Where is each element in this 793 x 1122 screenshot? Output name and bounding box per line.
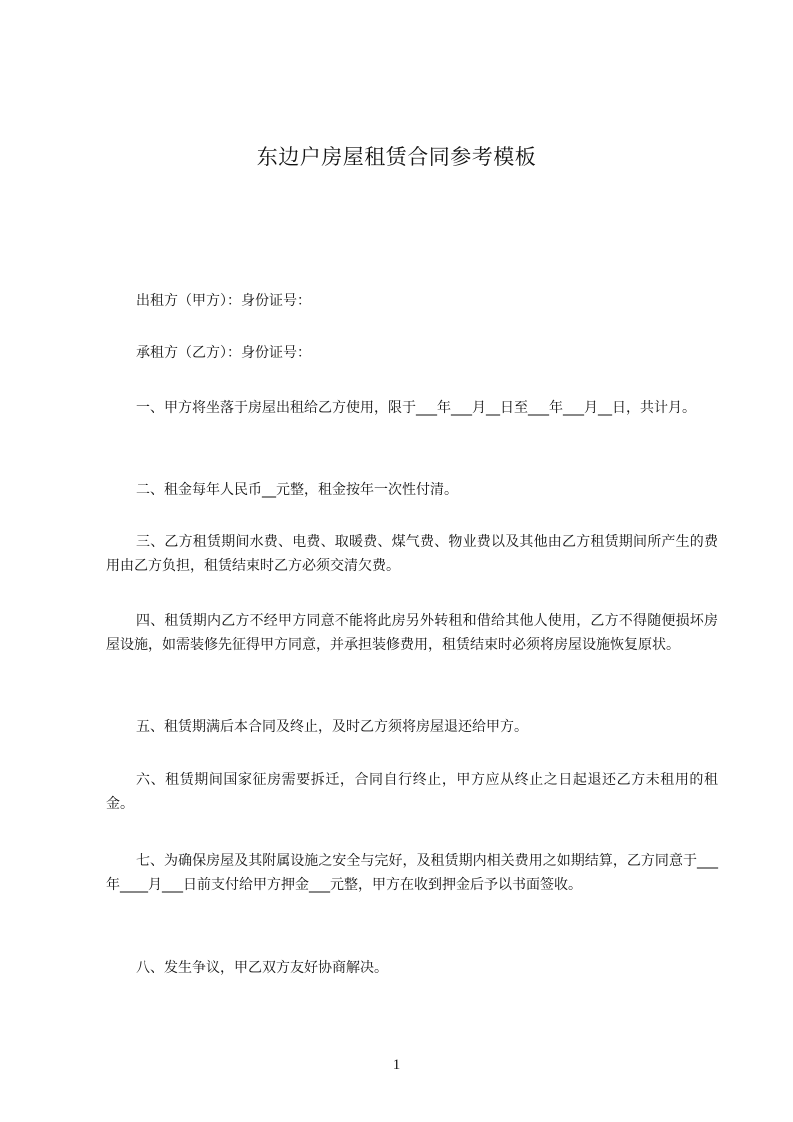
paragraph-clause-2: 二、租金每年人民币__元整，租金按年一次性付清。: [136, 482, 458, 498]
paragraph-clause-3: 三、乙方租赁期间水费、电费、取暖费、煤气费、物业费以及其他由乙方租赁期间所产生的费用由乙方负担，租赁结束时乙方必须交清欠费。: [106, 534, 718, 574]
paragraph-clause-8: 八、发生争议，甲乙双方友好协商解决。: [136, 960, 388, 976]
paragraph-clause-4: 四、租赁期内乙方不经甲方同意不能将此房另外转租和借给其他人使用，乙方不得随便损坏房屋设施，如需装修先征得甲方同意，并承担装修费用，租赁结束时必须将房屋设施恢复原状。: [106, 613, 718, 653]
paragraph-clause-1: 一、甲方将坐落于房屋出租给乙方使用，限于___年___月__日至___年___月__日，共计月。: [136, 400, 696, 416]
paragraph-lessor: 出租方（甲方）：身份证号：: [136, 293, 311, 309]
paragraph-clause-6: 六、租赁期间国家征房需要拆迁，合同自行终止，甲方应从终止之日起退还乙方未租用的租金。: [106, 772, 718, 812]
paragraph-clause-5: 五、租赁期满后本合同及终止，及时乙方须将房屋退还给甲方。: [136, 719, 528, 735]
paragraph-clause-7: 七、为确保房屋及其附属设施之安全与完好，及租赁期内相关费用之如期结算，乙方同意于___年____月___日前支付给甲方押金___元整，甲方在收到押金后予以书面签收。: [106, 853, 718, 893]
page-number: 1: [392, 1057, 401, 1073]
paragraph-lessee: 承租方（乙方）：身份证号：: [136, 345, 311, 361]
document-title: 东边户房屋租赁合同参考模板: [256, 145, 537, 169]
